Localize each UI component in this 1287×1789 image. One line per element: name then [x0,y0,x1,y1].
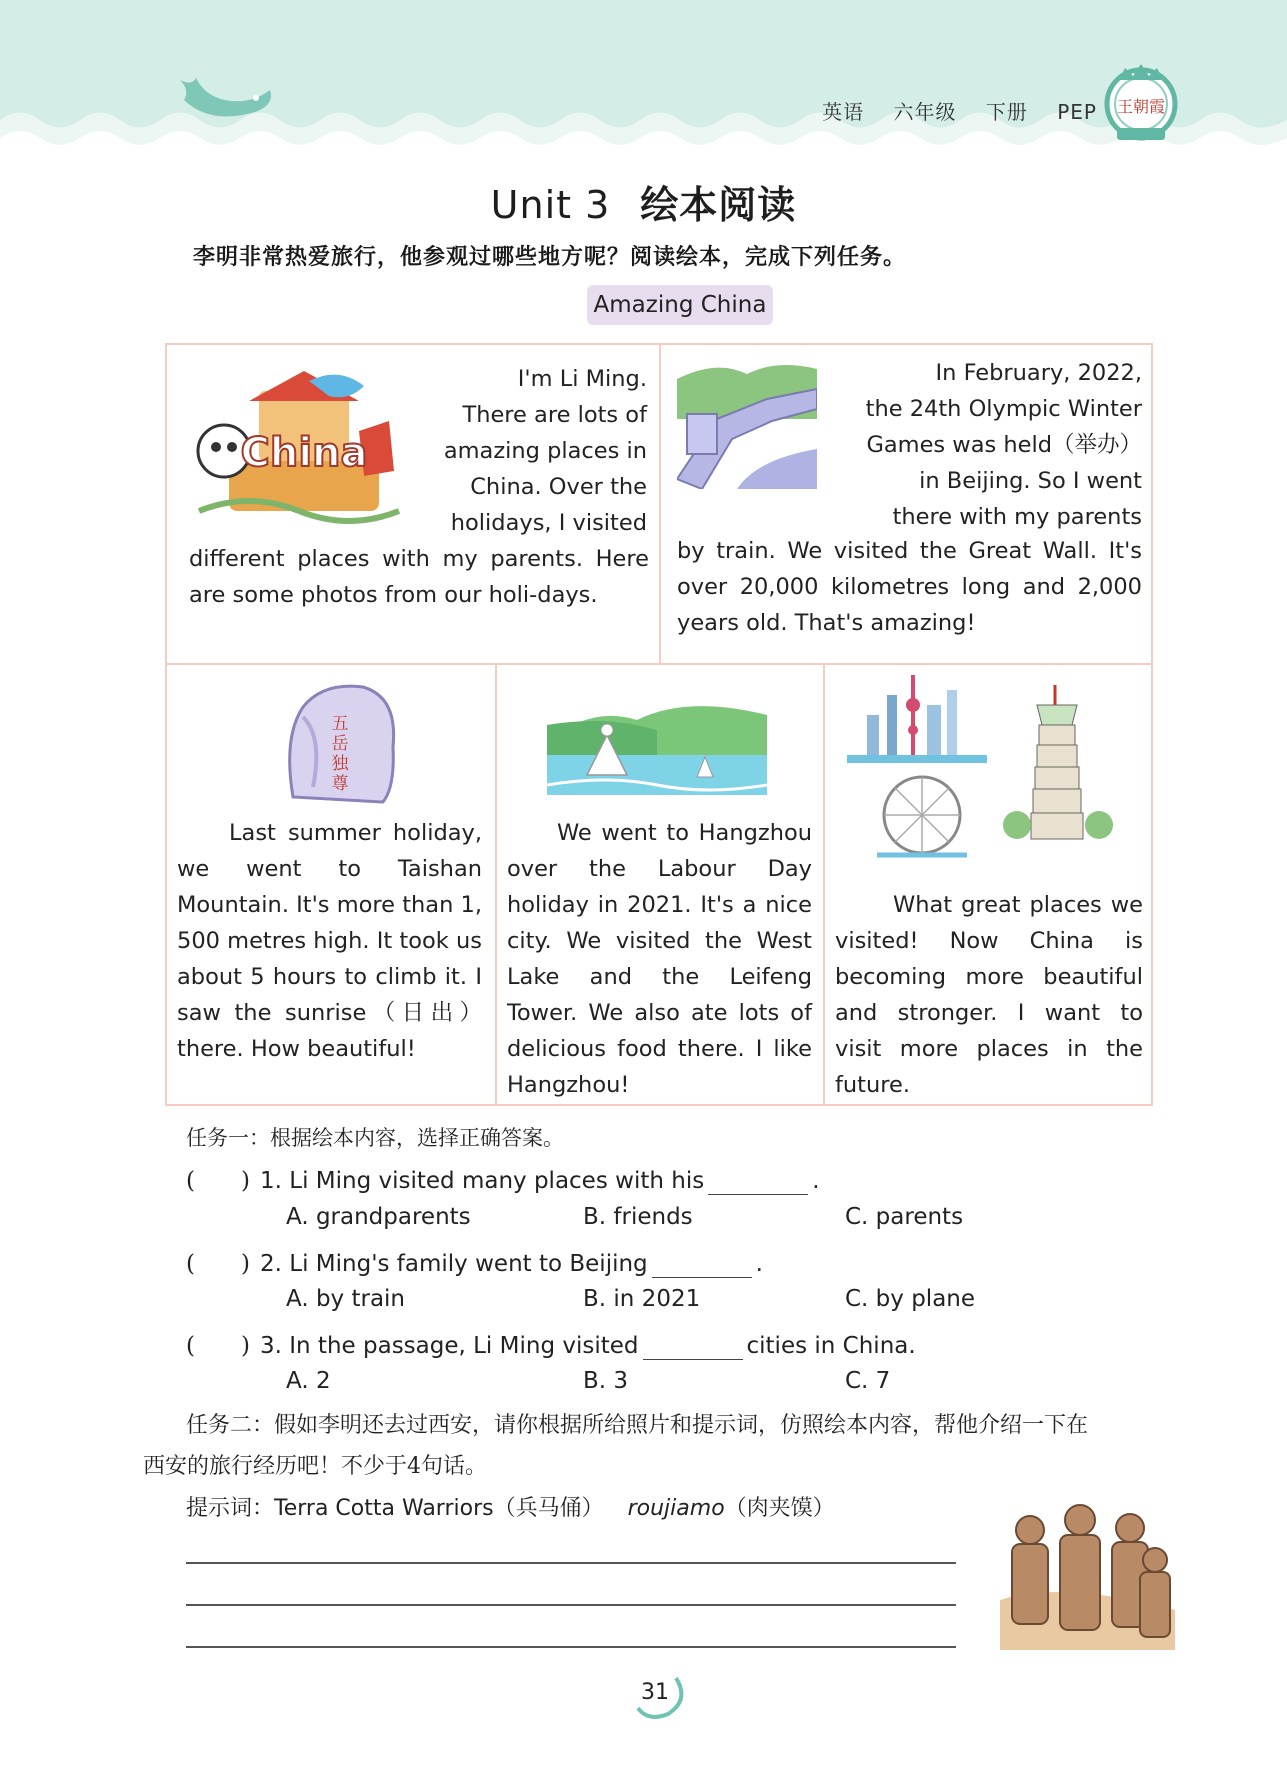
panel1-line5: holidays, I visited [450,510,647,536]
picture-book [165,343,1153,1106]
question-text: Li Ming visited many places with his [289,1168,705,1194]
whale-icon [170,70,280,130]
panel1-line2: There are lots of [462,402,647,428]
subject-label: 英语 [822,100,865,124]
panel1-line1: I'm Li Ming. [517,366,647,392]
hint-word-2-cn: （肉夹馍） [724,1496,835,1521]
badge-text: 王朝霞 [1116,97,1166,116]
panel2-line4: in Beijing. So I went [919,468,1142,494]
brand-badge-icon [1103,58,1179,150]
option-c[interactable]: C. 7 [845,1368,891,1394]
panel2-top-text [827,355,1142,535]
question-number: 2. [260,1251,282,1277]
panel1-top-text [407,361,647,541]
panel5-text [835,887,1143,1103]
west-lake-illustration [547,685,767,795]
rock-text-1: 五 [331,714,349,734]
writing-line[interactable] [186,1562,956,1564]
panel3-body: Last summer holiday, we went to Taishan Mountain. It's more than 1, 500 metres high. It took us about 5 hours to climb it. I saw the sunrise（日出）there. How beautiful! [177,820,482,1062]
option-c[interactable]: C. parents [845,1204,964,1230]
hint-line [186,1488,835,1529]
story-title: Amazing China [587,285,773,325]
answer-blank[interactable] [643,1338,743,1360]
answer-blank[interactable] [708,1173,808,1195]
answer-bracket[interactable]: ( ) [186,1251,250,1277]
question-end: cities in China. [746,1333,916,1359]
option-a[interactable]: A. grandparents [286,1204,471,1230]
question-text: In the passage, Li Ming visited [289,1333,639,1359]
panel1-rest-text: different places with my parents. Here are some photos from our holi-days. [189,546,649,608]
writing-line[interactable] [186,1604,956,1606]
question-number: 1. [260,1168,282,1194]
task1-heading: 任务一：根据绘本内容，选择正确答案。 [186,1126,564,1150]
question-text: Li Ming's family went to Beijing [289,1251,648,1277]
cities-illustration [847,675,1127,865]
panel1-line3: amazing places in [443,438,647,464]
page-header [0,0,1287,160]
option-c[interactable]: C. by plane [845,1286,976,1312]
book-info [800,96,1097,125]
writing-line[interactable] [186,1646,956,1648]
answer-blank[interactable] [652,1256,752,1278]
taishan-rock-illustration [283,677,403,807]
panel4-body: We went to Hangzhou over the Labour Day holiday in 2021. It's a nice city. We visited the West Lake and the Leifeng Tower. We also ate lots of delicious food there. I like Hangzhou! [507,820,812,1098]
option-b[interactable]: B. in 2021 [583,1286,701,1312]
question-number: 3. [260,1333,282,1359]
option-a[interactable]: A. by train [286,1286,406,1312]
panel5-body: What great places we visited! Now China is becoming more beautiful and stronger. I want to visit more places in the future. [835,892,1143,1098]
edition-label: PEP [1057,100,1097,124]
panel3-text [177,815,482,1067]
question-2 [186,1245,763,1278]
grade-label: 六年级 [893,100,957,124]
hint-word-1: Terra Cotta Warriors [274,1496,494,1521]
task2-heading-cont: 西安的旅行经历吧！不少于4句话。 [143,1454,487,1479]
page-number: 31 [641,1680,669,1705]
instruction-text: 李明非常热爱旅行，他参观过哪些地方呢？阅读绘本，完成下列任务。 [193,244,907,270]
volume-label: 下册 [985,100,1028,124]
question-1 [186,1162,820,1195]
terracotta-warriors-illustration [1000,1490,1175,1650]
panel2-line2: the 24th Olympic Winter [865,396,1142,422]
hint-word-2: roujiamo [627,1496,725,1521]
china-word: China [240,430,368,476]
unit-label: Unit 3 [490,183,611,227]
answer-bracket[interactable]: ( ) [186,1168,250,1194]
answer-bracket[interactable]: ( ) [186,1333,250,1359]
question-3 [186,1327,916,1360]
question-end: . [812,1168,820,1194]
panel2-rest-text: by train. We visited the Great Wall. It's over 20,000 kilometres long and 2,000 years old. That's amazing! [677,538,1142,636]
task2-heading: 任务二：假如李明还去过西安，请你根据所给照片和提示词，仿照绘本内容，帮他介绍一下在 [186,1413,1089,1438]
page-title [0,174,1287,229]
panel2-line1: In February, 2022, [935,360,1142,386]
option-b[interactable]: B. friends [583,1204,693,1230]
option-a[interactable]: A. 2 [286,1368,331,1394]
rock-text-3: 独 [331,754,349,774]
great-wall-illustration [677,359,817,489]
china-illustration [189,361,409,531]
panel2-line3: Games was held（举办） [866,432,1142,458]
rock-text-4: 尊 [331,774,349,794]
section-name: 绘本阅读 [640,182,797,227]
option-b[interactable]: B. 3 [583,1368,629,1394]
hint-word-1-cn: （兵马俑） [493,1496,604,1521]
panel1-line4: China. Over the [470,474,647,500]
panel4-text [507,815,812,1103]
rock-text-2: 岳 [331,734,349,754]
question-end: . [755,1251,763,1277]
panel2-line5: there with my parents [892,504,1142,530]
hint-label: 提示词： [186,1496,275,1521]
